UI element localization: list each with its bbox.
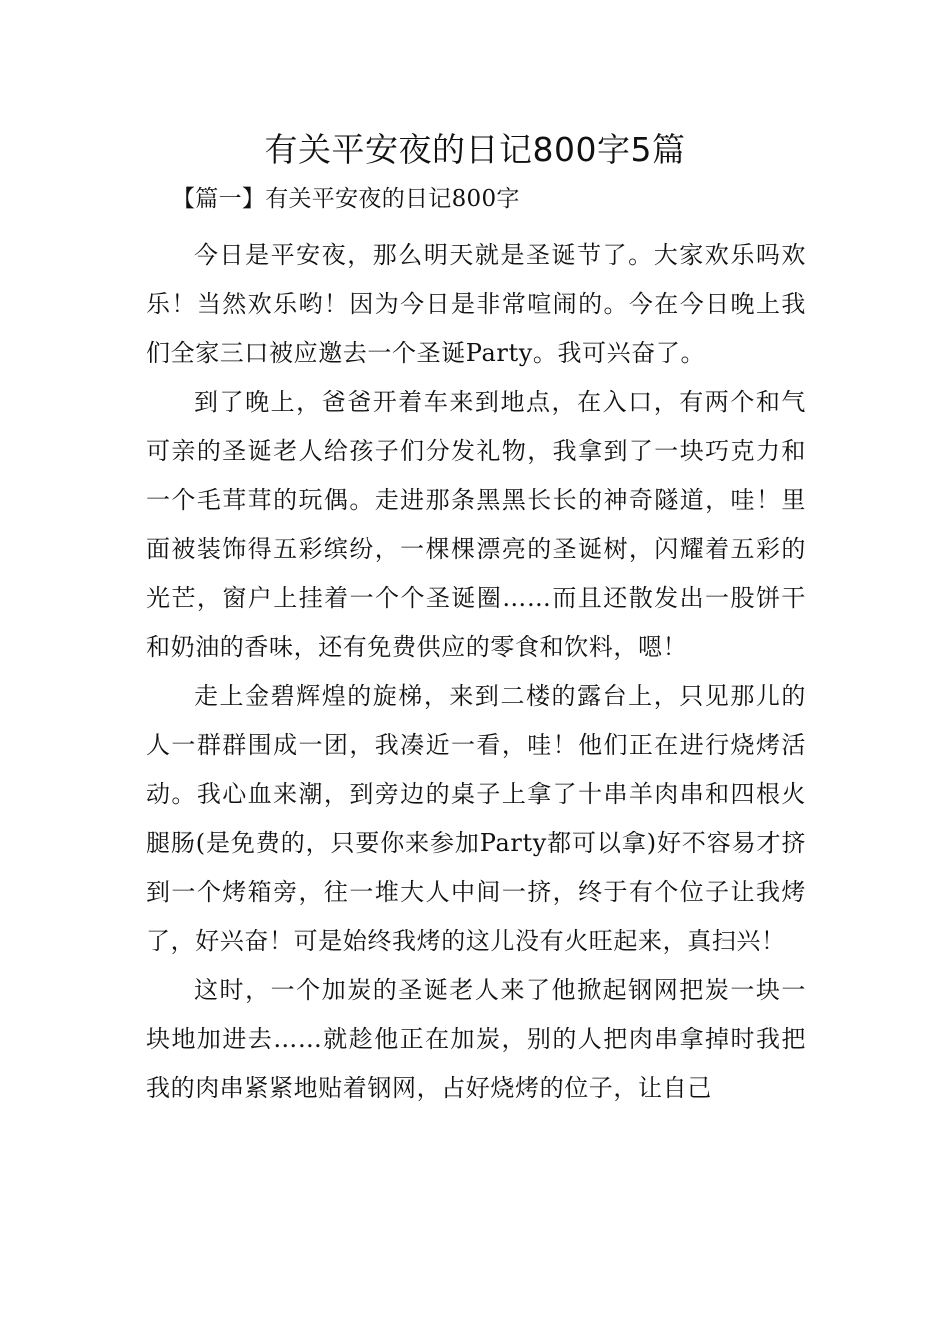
document-body (146, 231, 806, 1113)
paragraph: 到了晚上，爸爸开着车来到地点，在入口，有两个和气可亲的圣诞老人给孩子们分发礼物，我拿到了一块巧克力和一个毛茸茸的玩偶。走进那条黑黑长长的神奇隧道，哇！里面被装饰得五彩缤纷，一棵棵漂亮的圣诞树，闪耀着五彩的光芒，窗户上挂着一个个圣诞圈……而且还散发出一股饼干和奶油的香味，还有免费供应的零食和饮料，嗯！ (146, 388, 806, 661)
paragraph: 今日是平安夜，那么明天就是圣诞节了。大家欢乐吗欢乐！当然欢乐哟！因为今日是非常喧闹的。今在今日晚上我们全家三口被应邀去一个圣诞Party。我可兴奋了。 (146, 241, 806, 367)
paragraph: 这时，一个加炭的圣诞老人来了他掀起钢网把炭一块一块地加进去……就趁他正在加炭，别的人把肉串拿掉时我把我的肉串紧紧地贴着钢网，占好烧烤的位子，让自己 (146, 976, 806, 1102)
document-title: 有关平安夜的日记800字5篇 (264, 130, 686, 169)
section-heading: 【篇一】有关平安夜的日记800字 (172, 186, 520, 212)
paragraph: 走上金碧辉煌的旋梯，来到二楼的露台上，只见那儿的人一群群围成一团，我凑近一看，哇！他们正在进行烧烤活动。我心血来潮，到旁边的桌子上拿了十串羊肉串和四根火腿肠(是免费的，只要你来参加Party都可以拿)好不容易才挤到一个烤箱旁，往一堆大人中间一挤，终于有个位子让我烤了，好兴奋！可是始终我烤的这儿没有火旺起来，真扫兴！ (146, 682, 806, 955)
